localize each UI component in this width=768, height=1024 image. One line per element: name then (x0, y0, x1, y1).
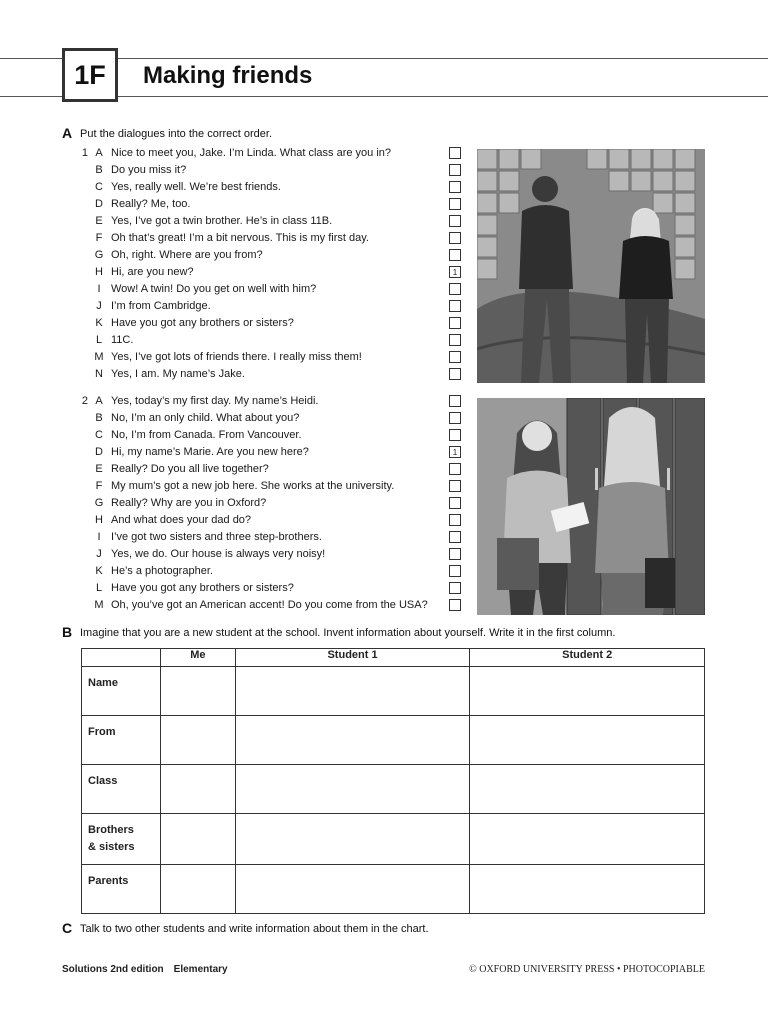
line-text: Wow! A twin! Do you get on well with him? (111, 283, 317, 295)
photo-students-stairs (477, 149, 705, 383)
line-letter: K (95, 317, 103, 329)
line-text: Nice to meet you, Jake. I’m Linda. What class are you in? (111, 147, 392, 159)
line-text: I’ve got two sisters and three step-brothers. (111, 531, 322, 543)
line-letter: J (96, 300, 102, 312)
footer-copyright: © OXFORD UNIVERSITY PRESS • PHOTOCOPIABLE (469, 964, 705, 975)
order-answer-box[interactable] (449, 164, 461, 176)
chart-row-label: From (82, 716, 161, 765)
order-answer-box[interactable] (449, 565, 461, 577)
line-letter: L (95, 582, 103, 594)
line-text: Hi, my name’s Marie. Are you new here? (111, 446, 309, 458)
line-text: Yes, we do. Our house is always very noisy! (111, 548, 326, 560)
col-header-me: Me (161, 649, 236, 667)
chart-row (82, 716, 705, 765)
order-answer-box[interactable] (449, 582, 461, 594)
line-text: Really? Why are you in Oxford? (111, 497, 267, 509)
dialogue-number: 1 (81, 147, 88, 159)
page-title: Making friends (143, 62, 313, 89)
line-text: Really? Do you all live together? (111, 463, 269, 475)
order-answer-box[interactable] (449, 463, 461, 475)
chart-cell-student-2[interactable] (470, 814, 705, 865)
order-answer-box[interactable] (449, 429, 461, 441)
line-letter: G (94, 249, 104, 261)
line-text: No, I’m from Canada. From Vancouver. (111, 429, 302, 441)
line-letter: J (96, 548, 102, 560)
chart-row-label: Name (82, 667, 161, 716)
order-answer-box[interactable] (449, 198, 461, 210)
chart-cell-me[interactable] (161, 667, 236, 716)
line-letter: E (95, 463, 103, 475)
chart-cell-me[interactable] (161, 814, 236, 865)
order-answer-box[interactable] (449, 232, 461, 244)
line-text: I’m from Cambridge. (111, 300, 211, 312)
line-text: Have you got any brothers or sisters? (111, 582, 294, 594)
line-letter: A (95, 147, 103, 159)
line-letter: M (94, 351, 104, 363)
order-answer-box[interactable] (449, 249, 461, 261)
line-text: 11C. (111, 334, 134, 346)
line-letter: M (94, 599, 104, 611)
order-answer-box[interactable] (449, 300, 461, 312)
line-text: Oh, right. Where are you from? (111, 249, 263, 261)
line-text: Do you miss it? (111, 164, 187, 176)
chart-row (82, 667, 705, 716)
line-letter: A (95, 395, 103, 407)
chart-cell-me[interactable] (161, 765, 236, 814)
chart-header-row (82, 649, 705, 667)
line-letter: I (97, 531, 101, 543)
chart-row-label: Parents (82, 865, 161, 914)
order-answer-box[interactable] (449, 368, 461, 380)
line-letter: H (95, 514, 103, 526)
dialogue-number: 2 (81, 395, 88, 407)
line-text: Have you got any brothers or sisters? (111, 317, 294, 329)
order-answer-box[interactable] (449, 283, 461, 295)
col-header-student-1: Student 1 (235, 649, 470, 667)
section-c-letter: C (62, 920, 73, 936)
lockers-illustration (477, 398, 705, 615)
chart-cell-student-1[interactable] (235, 716, 470, 765)
line-letter: B (95, 412, 103, 424)
line-letter: G (94, 497, 104, 509)
line-text: Oh, you’ve got an American accent! Do you come from the USA? (111, 599, 428, 611)
order-answer-box[interactable] (449, 147, 461, 159)
chart-cell-me[interactable] (161, 716, 236, 765)
section-b-instruction: Imagine that you are a new student at the school. Invent information about yourself. Write it in the first column. (80, 627, 616, 639)
line-text: He’s a photographer. (111, 565, 213, 577)
section-a-instruction: Put the dialogues into the correct order. (80, 128, 273, 140)
section-b-letter: B (62, 624, 73, 640)
stairs-illustration (477, 149, 705, 383)
chart-cell-student-1[interactable] (235, 667, 470, 716)
order-answer-box[interactable]: 1 (449, 266, 461, 278)
order-answer-box[interactable] (449, 181, 461, 193)
line-letter: F (95, 480, 103, 492)
line-letter: N (95, 368, 103, 380)
line-letter: H (95, 266, 103, 278)
footer-book-info (62, 964, 228, 975)
line-letter: K (95, 565, 103, 577)
order-answer-box[interactable] (449, 215, 461, 227)
line-letter: E (95, 215, 103, 227)
order-answer-box[interactable]: 1 (449, 446, 461, 458)
line-text: Yes, I’ve got lots of friends there. I really miss them! (111, 351, 362, 363)
section-c-instruction: Talk to two other students and write information about them in the chart. (80, 923, 429, 935)
photo-students-lockers (477, 398, 705, 615)
chart-cell-student-2[interactable] (470, 716, 705, 765)
order-answer-box[interactable] (449, 497, 461, 509)
chart-row (82, 814, 705, 865)
line-text: My mum’s got a new job here. She works at the university. (111, 480, 395, 492)
line-letter: C (95, 181, 103, 193)
line-letter: L (95, 334, 103, 346)
chart-row (82, 865, 705, 914)
line-text: Yes, today’s my first day. My name’s Heidi. (111, 395, 319, 407)
line-letter: D (95, 446, 103, 458)
chart-row (82, 765, 705, 814)
order-answer-box[interactable] (449, 531, 461, 543)
chart-cell-me[interactable] (161, 865, 236, 914)
line-text: Really? Me, too. (111, 198, 191, 210)
chart-cell-student-2[interactable] (470, 667, 705, 716)
footer-level: Elementary (173, 964, 228, 975)
chart-row-label: Brothers & sisters (82, 814, 161, 865)
order-answer-box[interactable] (449, 480, 461, 492)
info-chart (81, 648, 705, 914)
line-letter: C (95, 429, 103, 441)
line-letter: I (97, 283, 101, 295)
order-answer-box[interactable] (449, 351, 461, 363)
chart-cell-student-1[interactable] (235, 814, 470, 865)
unit-badge (62, 48, 118, 102)
footer-book-title: Solutions 2nd edition (62, 964, 164, 975)
chart-cell-student-2[interactable] (470, 765, 705, 814)
chart-row-label: Class (82, 765, 161, 814)
chart-cell-student-1[interactable] (235, 865, 470, 914)
line-letter: F (95, 232, 103, 244)
line-text: Hi, are you new? (111, 266, 194, 278)
unit-label: 1F (74, 59, 106, 90)
order-answer-box[interactable] (449, 395, 461, 407)
order-answer-box[interactable] (449, 412, 461, 424)
order-answer-box[interactable] (449, 514, 461, 526)
section-a-letter: A (62, 125, 73, 141)
chart-cell-student-2[interactable] (470, 865, 705, 914)
chart-corner (82, 649, 161, 667)
col-header-student-2: Student 2 (470, 649, 705, 667)
line-text: Yes, really well. We’re best friends. (111, 181, 281, 193)
line-letter: D (95, 198, 103, 210)
line-text: And what does your dad do? (111, 514, 252, 526)
line-letter: B (95, 164, 103, 176)
line-text: Oh that’s great! I’m a bit nervous. This is my first day. (111, 232, 369, 244)
line-text: Yes, I am. My name’s Jake. (111, 368, 245, 380)
order-answer-box[interactable] (449, 317, 461, 329)
order-answer-box[interactable] (449, 599, 461, 611)
chart-cell-student-1[interactable] (235, 765, 470, 814)
order-answer-box[interactable] (449, 548, 461, 560)
order-answer-box[interactable] (449, 334, 461, 346)
line-text: Yes, I’ve got a twin brother. He’s in class 11B. (111, 215, 333, 227)
line-text: No, I’m an only child. What about you? (111, 412, 300, 424)
